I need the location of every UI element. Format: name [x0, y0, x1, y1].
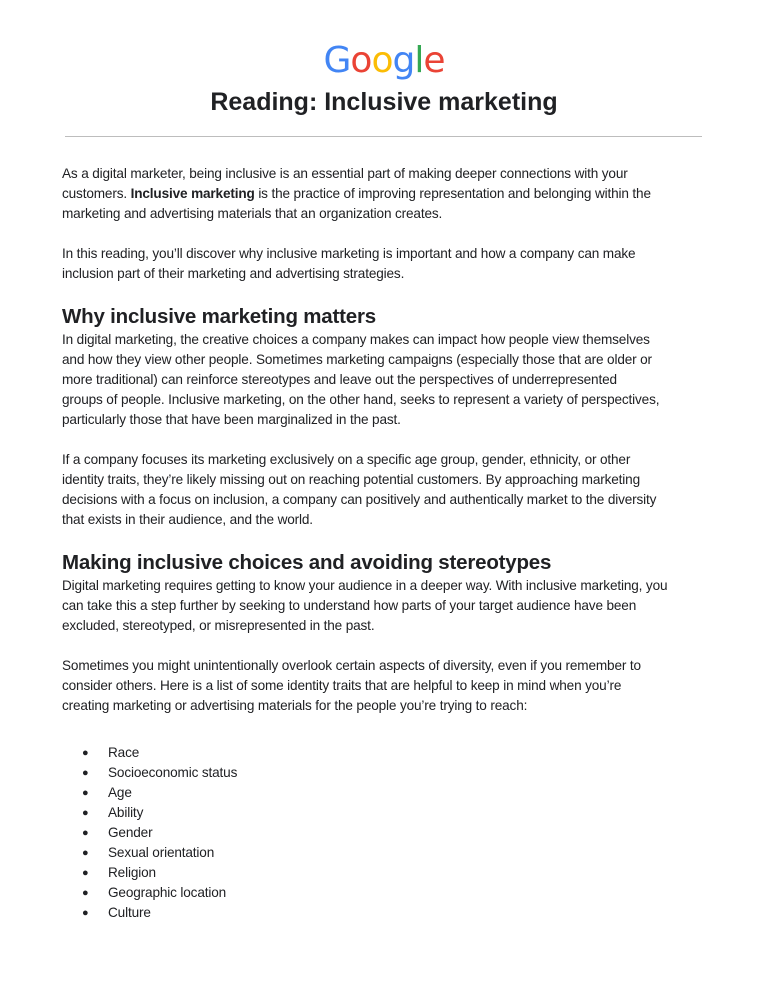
logo-letter: g	[392, 40, 415, 81]
text-line: If a company focuses its marketing exclusively on a specific age group, gender, ethnicity, or other	[62, 452, 631, 467]
text-line: excluded, stereotyped, or misrepresented in the past.	[62, 618, 375, 633]
text-line: marketing and advertising materials that an organization creates.	[62, 206, 443, 221]
section-heading-why: Why inclusive marketing matters	[62, 305, 376, 328]
text: customers.	[62, 186, 131, 201]
text: is the practice of improving representation and belonging within the	[254, 186, 651, 201]
text-line: particularly those that have been marginalized in the past.	[62, 412, 401, 427]
list-item: ● Geographic location	[62, 883, 712, 903]
google-logo	[0, 40, 768, 81]
text-line: identity traits, they’re likely missing out on reaching potential customers. By approaching marketing	[62, 472, 640, 487]
identity-traits-list	[62, 743, 712, 923]
text-line: creating marketing or advertising materials for the people you’re trying to reach:	[62, 698, 528, 713]
text-line: more traditional) can reinforce stereotypes and leave out the perspectives of underrepresented	[62, 372, 617, 387]
list-item: ● Race	[62, 743, 712, 763]
text-line: Sometimes you might unintentionally overlook certain aspects of diversity, even if you remember to	[62, 658, 641, 673]
section2-paragraph-2	[62, 656, 712, 716]
section2-paragraph-1	[62, 576, 712, 636]
text-line: In this reading, you’ll discover why inclusive marketing is important and how a company can make	[62, 246, 636, 261]
intro-paragraph-2	[62, 244, 712, 284]
text-line: inclusion part of their marketing and advertising strategies.	[62, 266, 405, 281]
text-line: Digital marketing requires getting to know your audience in a deeper way. With inclusive marketing, you	[62, 578, 668, 593]
list-item: ● Socioeconomic status	[62, 763, 712, 783]
divider	[65, 136, 702, 137]
section-heading-making-choices: Making inclusive choices and avoiding stereotypes	[62, 551, 552, 574]
text-line: consider others. Here is a list of some identity traits that are helpful to keep in mind when you’re	[62, 678, 622, 693]
section1-paragraph-1	[62, 330, 712, 430]
text-line: and how they view other people. Sometimes marketing campaigns (especially those that are older or	[62, 352, 652, 367]
list-item: ● Gender	[62, 823, 712, 843]
document-body	[62, 164, 712, 923]
page-title: Reading: Inclusive marketing	[210, 88, 558, 116]
intro-paragraph-1	[62, 164, 712, 224]
list-item: ● Age	[62, 783, 712, 803]
logo-letter: o	[371, 40, 393, 81]
list-item: ● Sexual orientation	[62, 843, 712, 863]
text-line: groups of people. Inclusive marketing, on the other hand, seeks to represent a variety of perspectives,	[62, 392, 660, 407]
logo-letter: l	[414, 40, 424, 81]
logo-letter: e	[423, 40, 445, 81]
text-line: In digital marketing, the creative choices a company makes can impact how people view themselves	[62, 332, 650, 347]
text-line	[62, 184, 712, 204]
list-item: ● Religion	[62, 863, 712, 883]
logo-letter: G	[323, 40, 351, 81]
bold-term: Inclusive marketing	[130, 186, 255, 201]
list-item: ● Ability	[62, 803, 712, 823]
text-line: can take this a step further by seeking to understand how parts of your target audience have been	[62, 598, 637, 613]
section1-paragraph-2	[62, 450, 712, 530]
logo-letter: o	[350, 40, 372, 81]
text-line: As a digital marketer, being inclusive is an essential part of making deeper connections with your	[62, 166, 628, 181]
list-item: ● Culture	[62, 903, 712, 923]
text-line: decisions with a focus on inclusion, a company can positively and authentically market to the diversity	[62, 492, 657, 507]
text-line: that exists in their audience, and the world.	[62, 512, 313, 527]
